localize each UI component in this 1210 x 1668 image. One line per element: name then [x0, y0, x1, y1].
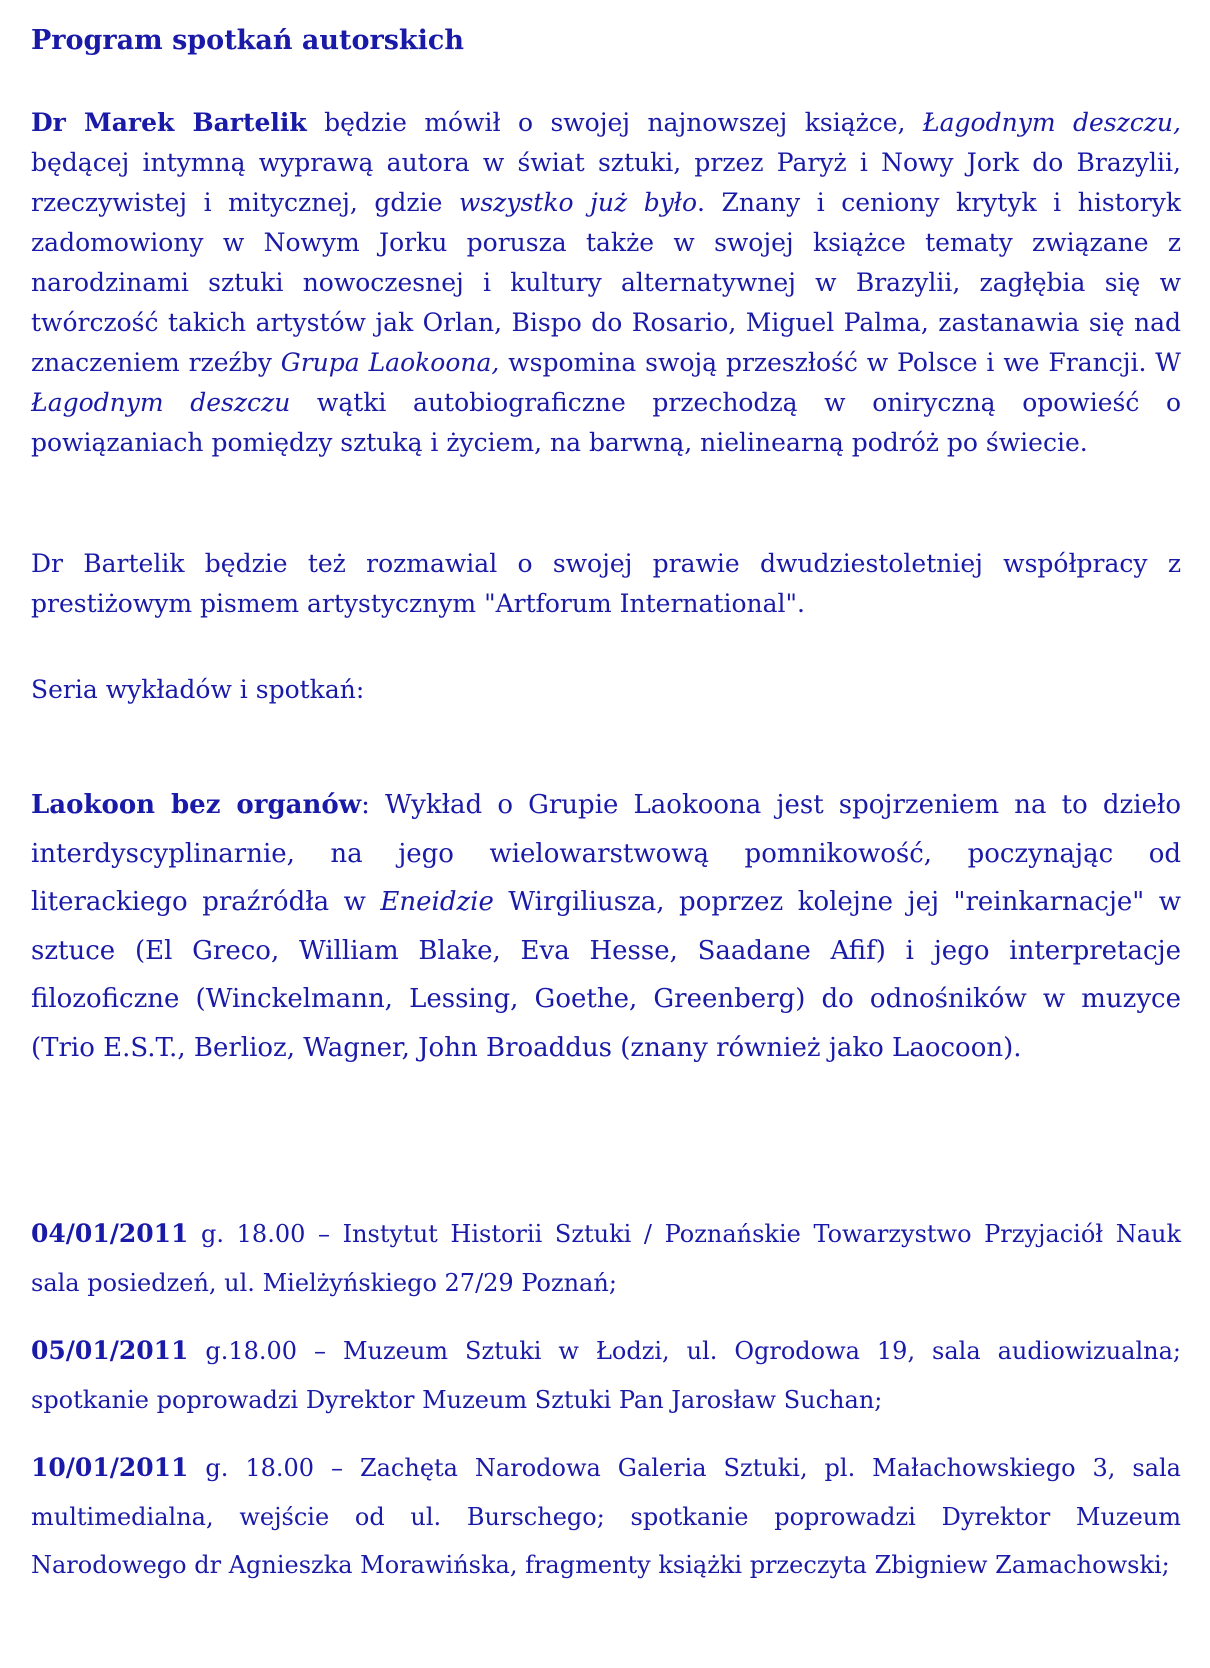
- intro-text-3: . Znany i ceniony krytyk i historyk zadomowiony w Nowym Jorku porusza także w swojej książce tematy związane z narodzinami sztuki nowoczesnej i kultury alternatywnej w Brazylii, zagłębia się w twórczość takich artystów jak Orlan, Bispo do Rosario, Miguel Palma, zastanawia się nad znaczeniem rzeźby: [31, 188, 1181, 377]
- lecture-text-2: Wirgiliusza, poprzez kolejne jej "reinkarnacje" w sztuce (El Greco, William Blake, Eva Hesse, Saadane Afif) i jego interpretacje filozoficzne (Winckelmann, Lessing, Goethe, Greenberg) do odnośników w muzyce (Trio E.S.T., Berlioz, Wagner, John Broaddus (znany również jako Laocoon).: [31, 887, 1182, 1063]
- event-date: 10/01/2011: [31, 1453, 189, 1482]
- intro-paragraph: [31, 103, 1181, 463]
- event-item: [31, 1210, 1181, 1307]
- event-item: [31, 1327, 1181, 1424]
- book-title-1: Łagodnym deszczu,: [922, 108, 1181, 137]
- sculpture-title: Grupa Laokoona,: [280, 348, 500, 377]
- lecture-text-1: : Wykład o Grupie Laokoona jest spojrzeniem na to dzieło interdyscyplinarnie, na jego wielowarstwową pomnikowość, poczynając od literackiego praźródła w: [31, 790, 1181, 917]
- book-title-2: Łagodnym deszczu: [31, 388, 291, 417]
- series-label: Seria wykładów i spotkań:: [31, 675, 365, 704]
- event-details: g. 18.00 – Zachęta Narodowa Galeria Sztuki, pl. Małachowskiego 3, sala multimedialna, wejście od ul. Burschego; spotkanie poprowadzi Dyrektor Muzeum Narodowego dr Agnieszka Morawińska, fragmenty książki przeczyta Zbigniew Zamachowski;: [31, 1454, 1181, 1579]
- event-date: 04/01/2011: [31, 1219, 189, 1248]
- lecture-paragraph: [31, 781, 1181, 1072]
- author-name: Dr Marek Bartelik: [31, 108, 307, 137]
- event-details: g.18.00 – Muzeum Sztuki w Łodzi, ul. Ogrodowa 19, sala audiowizualna; spotkanie poprowadzi Dyrektor Muzeum Sztuki Pan Jarosław Suchan;: [31, 1337, 1181, 1414]
- intro-text-5: wątki autobiograficzne przechodzą w oniryczną opowieść o powiązaniach pomiędzy sztuką i życiem, na barwną, nielinearną podróż po świecie.: [31, 388, 1181, 457]
- event-details: g. 18.00 – Instytut Historii Sztuki / Poznańskie Towarzystwo Przyjaciół Nauk sala posiedzeń, ul. Mielżyńskiego 27/29 Poznań;: [31, 1220, 1181, 1297]
- page-title: Program spotkań autorskich: [31, 25, 464, 56]
- intro-text-4: wspomina swoją przeszłość w Polsce i we Francji. W: [499, 348, 1181, 377]
- lecture-work-title: Eneidzie: [380, 887, 494, 917]
- intro-quote: wszystko już było: [458, 188, 698, 217]
- event-date: 05/01/2011: [31, 1336, 189, 1365]
- intro-paragraph-2: Dr Bartelik będzie też rozmawial o swojej prawie dwudziestoletniej współpracy z prestiżowym pismem artystycznym "Artforum International".: [31, 549, 1181, 618]
- event-item: [31, 1444, 1181, 1590]
- intro-text-1: będzie mówił o swojej najnowszej książce,: [306, 108, 923, 137]
- intro-text-2: będącej intymną wyprawą autora w świat sztuki, przez Paryż i Nowy Jork do Brazylii, rzeczywistej i mitycznej, gdzie: [31, 148, 1181, 217]
- lecture-title: Laokoon bez organów: [31, 790, 362, 820]
